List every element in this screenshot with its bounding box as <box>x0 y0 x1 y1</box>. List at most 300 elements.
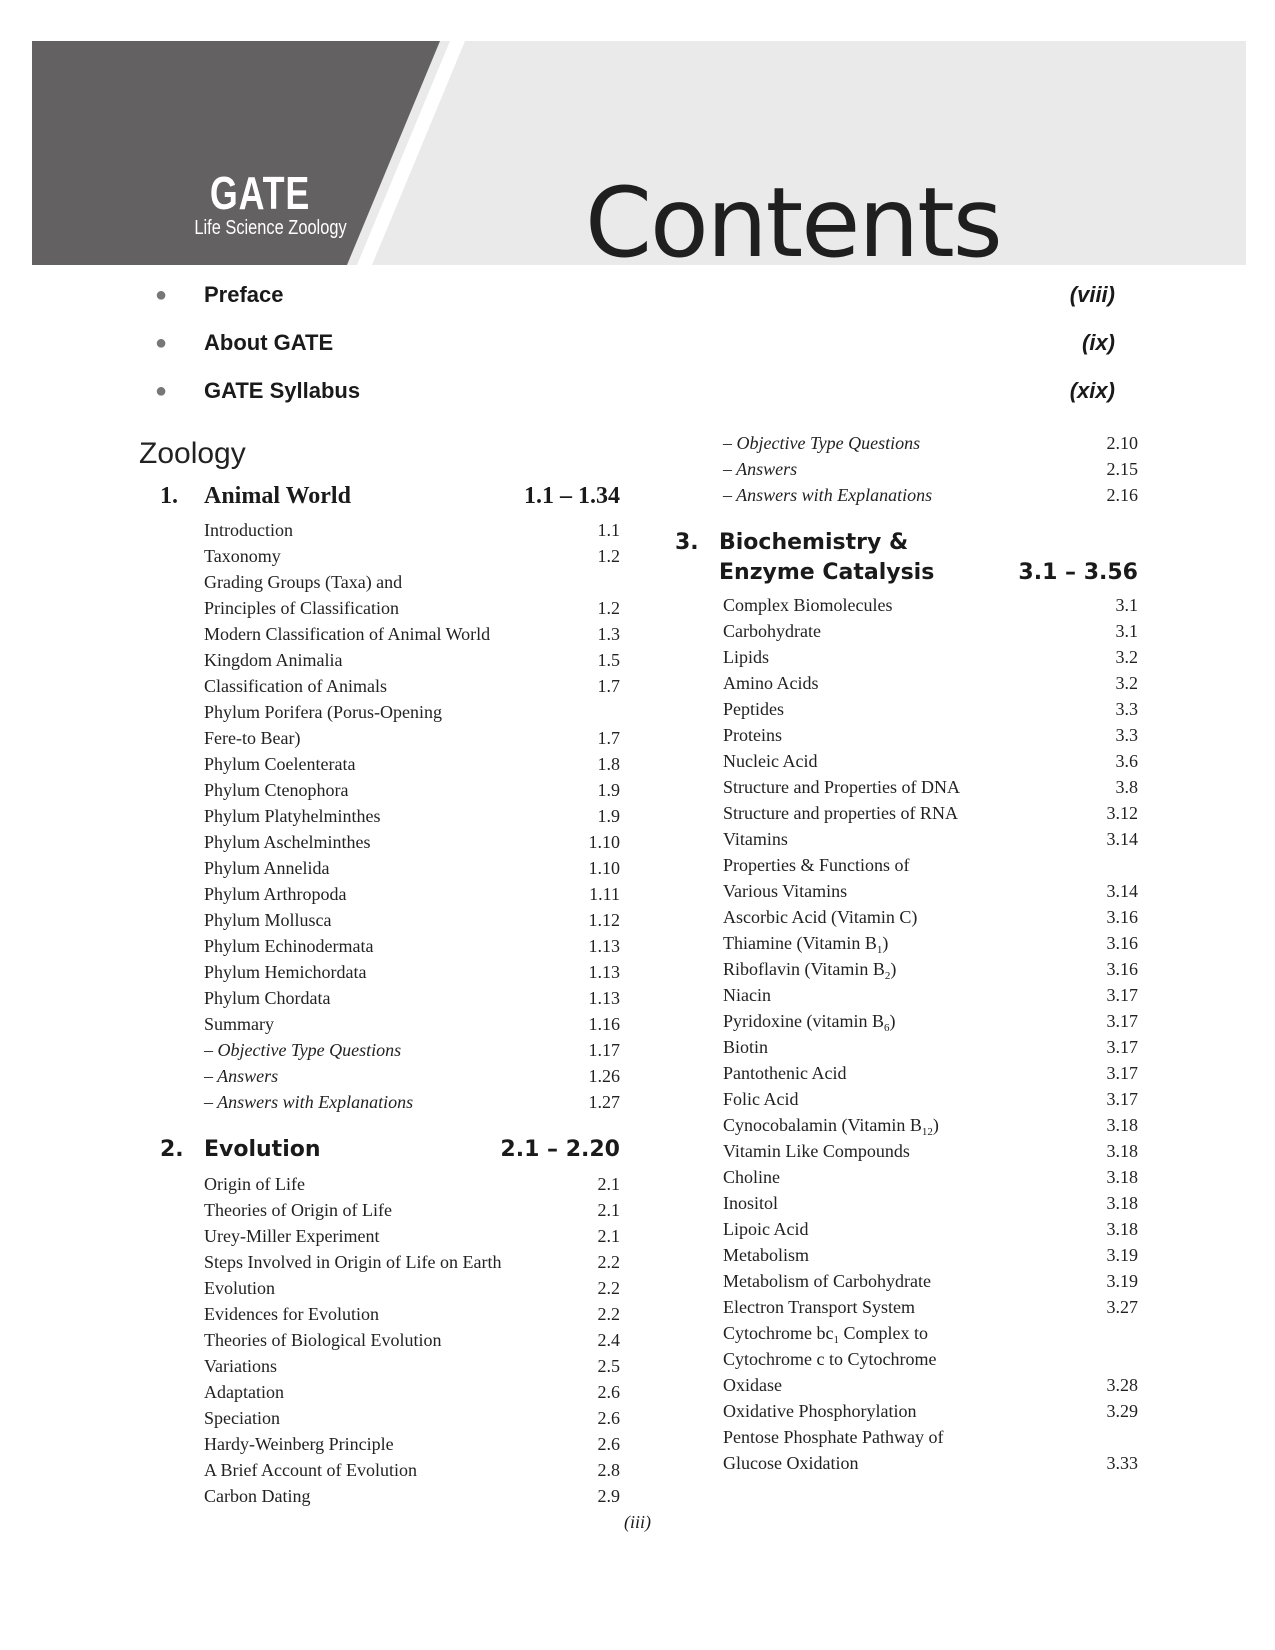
entry-title-text: Hardy-Weinberg Principle <box>204 1434 394 1454</box>
toc-entry[interactable] <box>160 517 620 543</box>
toc-entry[interactable] <box>675 982 1138 1008</box>
entry-page: 3.18 <box>1106 1193 1138 1213</box>
entry-title-text: Theories of Biological Evolution <box>204 1330 442 1350</box>
entry-title-text: Metabolism of Carbohydrate <box>723 1271 931 1291</box>
entry-title <box>204 881 347 907</box>
toc-entry[interactable] <box>160 933 620 959</box>
toc-entry[interactable] <box>160 1223 620 1249</box>
entry-page: 1.10 <box>588 858 620 878</box>
entry-title-text: Pentose Phosphate Pathway of <box>723 1427 944 1447</box>
entry-title-text: Glucose Oxidation <box>723 1453 859 1473</box>
entry-title <box>204 569 402 595</box>
toc-entry[interactable] <box>160 1483 620 1509</box>
toc-entry[interactable] <box>160 1405 620 1431</box>
entry-title <box>204 517 293 543</box>
toc-entry[interactable] <box>160 569 620 595</box>
entry-page: 1.9 <box>597 806 620 826</box>
entry-page: 2.4 <box>597 1330 620 1350</box>
toc-entry[interactable] <box>675 1450 1138 1476</box>
entry-page: 2.2 <box>597 1252 620 1272</box>
entry-page: 2.16 <box>1106 485 1138 505</box>
entry-title-text: Adaptation <box>204 1382 284 1402</box>
toc-entry[interactable] <box>675 670 1138 696</box>
entry-title-text: Principles of Classification <box>204 598 399 618</box>
entry-title-text: Structure and properties of RNA <box>723 803 958 823</box>
entry-title-text: Various Vitamins <box>723 881 848 901</box>
front-matter-page: (ix) <box>1082 330 1115 355</box>
toc-entry[interactable] <box>160 777 620 803</box>
toc-entry[interactable] <box>675 644 1138 670</box>
toc-entry[interactable] <box>675 748 1138 774</box>
toc-entry[interactable] <box>675 852 1138 878</box>
entry-title-text: Phylum Annelida <box>204 858 330 878</box>
entry-title <box>723 1138 910 1164</box>
toc-entry[interactable] <box>675 1216 1138 1242</box>
entry-title-text: Cynocobalamin (Vitamin B <box>723 1115 922 1135</box>
entry-title <box>723 592 892 618</box>
entry-title <box>204 725 300 751</box>
toc-entry[interactable] <box>675 1060 1138 1086</box>
toc-entry[interactable] <box>160 543 620 569</box>
toc-entry[interactable] <box>675 1320 1138 1346</box>
entry-page: 3.1 <box>1115 621 1138 641</box>
entry-title <box>204 1327 441 1353</box>
entry-title-text: – Answers <box>204 1066 279 1086</box>
entry-page: 3.17 <box>1106 1089 1138 1109</box>
entry-page: 1.26 <box>588 1066 620 1086</box>
entry-page: 1.2 <box>597 598 620 618</box>
entry-title-text: Vitamins <box>723 829 788 849</box>
page-folio: (iii) <box>624 1512 651 1532</box>
chapter-heading[interactable] <box>675 530 1138 592</box>
toc-entry[interactable] <box>160 829 620 855</box>
entry-title-text: Ascorbic Acid (Vitamin C) <box>723 907 918 927</box>
entry-title-tail: ) <box>889 1011 896 1031</box>
toc-entry[interactable] <box>675 1086 1138 1112</box>
entry-title <box>723 1398 916 1424</box>
toc-entry[interactable] <box>160 1249 620 1275</box>
bullet-icon: ● <box>155 380 168 402</box>
entry-title <box>723 1190 778 1216</box>
entry-title-text: Cytochrome bc <box>723 1323 834 1343</box>
toc-entry[interactable] <box>160 803 620 829</box>
entry-subscript: 1 <box>876 944 883 956</box>
entry-title-text: Inositol <box>723 1193 779 1213</box>
toc-entry[interactable] <box>160 595 620 621</box>
entry-page: 1.27 <box>588 1092 620 1112</box>
toc-entry[interactable] <box>160 1301 620 1327</box>
entry-page: 3.33 <box>1106 1453 1138 1473</box>
toc-entry[interactable] <box>675 1112 1138 1138</box>
toc-entry[interactable] <box>675 482 1138 508</box>
entry-title <box>723 878 847 904</box>
entry-page: 1.5 <box>597 650 620 670</box>
toc-entry[interactable] <box>160 1089 620 1115</box>
toc-entry[interactable] <box>675 1164 1138 1190</box>
entry-page: 3.17 <box>1106 1011 1138 1031</box>
entry-title <box>723 800 958 826</box>
entry-page: 1.1 <box>597 520 620 540</box>
entry-title <box>723 1242 809 1268</box>
toc-entry[interactable] <box>675 878 1138 904</box>
chapter-heading[interactable] <box>160 483 620 517</box>
chapter-title: Evolution <box>204 1137 321 1162</box>
chapter-range: 3.1 – 3.56 <box>1018 560 1138 585</box>
entry-title-text: Oxidase <box>723 1375 782 1395</box>
entry-title-text: Structure and Properties of DNA <box>723 777 960 797</box>
entry-title-text: Phylum Chordata <box>204 988 331 1008</box>
entry-title-text: Variations <box>204 1356 277 1376</box>
entry-title <box>723 748 817 774</box>
entry-page: 3.16 <box>1106 933 1138 953</box>
entry-title <box>204 985 331 1011</box>
entry-title-text: Urey-Miller Experiment <box>204 1226 380 1246</box>
front-matter-page: (xix) <box>1069 378 1115 403</box>
entry-title-text: Carbon Dating <box>204 1486 311 1506</box>
toc-entry[interactable] <box>160 1171 620 1197</box>
entry-title <box>723 1424 943 1450</box>
toc-entry[interactable] <box>160 647 620 673</box>
bullet-icon: ● <box>155 332 168 354</box>
toc-entry[interactable] <box>675 826 1138 852</box>
entry-page: 3.19 <box>1106 1271 1138 1291</box>
toc-column-right <box>675 430 1138 1476</box>
entry-title <box>723 852 910 878</box>
entry-title-text: Phylum Coelenterata <box>204 754 356 774</box>
entry-title-text: Grading Groups (Taxa) and <box>204 572 403 592</box>
entry-title <box>204 1405 280 1431</box>
entry-title-text: Modern Classification of Animal World <box>204 624 491 644</box>
entry-title-tail: ) <box>882 933 889 953</box>
entry-title-tail: ) <box>932 1115 939 1135</box>
entry-title-text: Phylum Ctenophora <box>204 780 349 800</box>
entry-title <box>723 1294 915 1320</box>
toc-entry[interactable] <box>675 1294 1138 1320</box>
entry-page: 3.8 <box>1115 777 1138 797</box>
toc-entry[interactable] <box>675 1268 1138 1294</box>
entry-title <box>723 456 797 482</box>
entry-page: 1.7 <box>597 676 620 696</box>
entry-title-text: Evidences for Evolution <box>204 1304 379 1324</box>
entry-title-text: Phylum Aschelminthes <box>204 832 371 852</box>
entry-page: 3.12 <box>1106 803 1138 823</box>
entry-page: 1.17 <box>588 1040 620 1060</box>
entry-title <box>204 907 332 933</box>
entry-title-text: Classification of Animals <box>204 676 387 696</box>
toc-entry[interactable] <box>675 722 1138 748</box>
entry-title <box>204 1249 501 1275</box>
chapter-heading[interactable] <box>160 1137 620 1171</box>
entry-title <box>723 644 769 670</box>
toc-entry[interactable] <box>675 930 1138 956</box>
toc-entry[interactable] <box>675 1190 1138 1216</box>
toc-entry[interactable] <box>675 1034 1138 1060</box>
entry-title <box>204 1063 278 1089</box>
entry-title <box>723 1086 799 1112</box>
bullet-icon: ● <box>155 284 168 306</box>
entry-subscript: 1 <box>833 1334 839 1346</box>
entry-title-text: – Objective Type Questions <box>204 1040 402 1060</box>
front-matter-title: GATE Syllabus <box>204 378 361 403</box>
entry-page: 3.29 <box>1106 1401 1138 1421</box>
entry-title-text: Evolution <box>204 1278 275 1298</box>
entry-title <box>204 959 366 985</box>
entry-page: 3.18 <box>1106 1141 1138 1161</box>
entry-page: 1.16 <box>588 1014 620 1034</box>
toc-entry[interactable] <box>160 1197 620 1223</box>
front-matter-item[interactable] <box>155 275 1115 323</box>
toc-entry[interactable] <box>675 1372 1138 1398</box>
entry-title <box>204 829 371 855</box>
entry-page: 2.1 <box>597 1174 620 1194</box>
entry-subscript: 2 <box>884 970 891 982</box>
toc-entry[interactable] <box>160 1063 620 1089</box>
toc-entry[interactable] <box>160 621 620 647</box>
entry-title-text: Speciation <box>204 1408 280 1428</box>
entry-title-text: Taxonomy <box>204 546 281 566</box>
entry-subscript: 12 <box>921 1126 933 1138</box>
toc-entry[interactable] <box>160 1457 620 1483</box>
entry-title-text: Phylum Hemichordata <box>204 962 367 982</box>
toc-entry[interactable] <box>160 1037 620 1063</box>
entry-title <box>204 1353 277 1379</box>
entry-title <box>204 595 399 621</box>
entry-title <box>723 1450 858 1476</box>
toc-entry[interactable] <box>160 855 620 881</box>
entry-title-text: Complex Biomolecules <box>723 595 893 615</box>
entry-page: 2.9 <box>597 1486 620 1506</box>
entry-page: 3.3 <box>1115 725 1138 745</box>
toc-entry[interactable] <box>675 1008 1138 1034</box>
brand-title: GATE <box>209 167 311 219</box>
entry-title <box>204 621 490 647</box>
toc-entry[interactable] <box>675 956 1138 982</box>
entry-title <box>723 1034 768 1060</box>
toc-entry[interactable] <box>160 881 620 907</box>
entry-title-text: Peptides <box>723 699 784 719</box>
toc-entry[interactable] <box>160 1275 620 1301</box>
chapter-number: 1. <box>160 483 178 509</box>
toc-entry[interactable] <box>160 751 620 777</box>
entry-title-text: – Answers with Explanations <box>204 1092 414 1112</box>
entry-title <box>723 482 932 508</box>
entry-title <box>204 1037 401 1063</box>
entry-title-text: Lipoic Acid <box>723 1219 809 1239</box>
entry-page: 3.18 <box>1106 1115 1138 1135</box>
brand-subtitle: Life Science Zoology <box>194 217 347 239</box>
entry-page: 3.14 <box>1106 829 1138 849</box>
entry-title <box>204 855 330 881</box>
entry-title-tail: Complex to <box>838 1323 928 1343</box>
toc-entry[interactable] <box>160 1327 620 1353</box>
toc-entry[interactable] <box>160 725 620 751</box>
toc-column-left <box>160 483 620 1509</box>
toc-entry[interactable] <box>675 696 1138 722</box>
entry-title-text: Niacin <box>723 985 771 1005</box>
entry-title <box>204 751 355 777</box>
entry-title-text: Theories of Origin of Life <box>204 1200 392 1220</box>
entry-title-text: Introduction <box>204 520 293 540</box>
entry-title <box>204 1457 417 1483</box>
toc-entry[interactable] <box>675 1424 1138 1450</box>
entry-title <box>723 774 960 800</box>
entry-page: 3.28 <box>1106 1375 1138 1395</box>
toc-entry[interactable] <box>160 699 620 725</box>
entry-title <box>723 430 920 456</box>
toc-entry[interactable] <box>160 1431 620 1457</box>
chapter-number: 2. <box>160 1137 184 1162</box>
entry-page: 1.8 <box>597 754 620 774</box>
toc-entry[interactable] <box>160 907 620 933</box>
toc-entry[interactable] <box>675 592 1138 618</box>
entry-title-text: Proteins <box>723 725 783 745</box>
entry-title <box>723 696 784 722</box>
chapter-range: 2.1 – 2.20 <box>500 1137 620 1162</box>
entry-page: 2.2 <box>597 1278 620 1298</box>
entry-title <box>723 1346 936 1372</box>
toc-entry[interactable] <box>160 985 620 1011</box>
entry-title-text: Pantothenic Acid <box>723 1063 847 1083</box>
entry-page: 3.19 <box>1106 1245 1138 1265</box>
front-matter-item[interactable] <box>155 323 1115 371</box>
entry-title <box>723 1372 782 1398</box>
entry-page: 2.10 <box>1106 433 1138 453</box>
entry-title-text: Kingdom Animalia <box>204 650 343 670</box>
entry-title-text: Amino Acids <box>723 673 819 693</box>
entry-title <box>204 1379 284 1405</box>
toc-entry[interactable] <box>675 430 1138 456</box>
entry-page: 3.2 <box>1115 673 1138 693</box>
entry-page: 3.17 <box>1106 985 1138 1005</box>
toc-entry[interactable] <box>675 1346 1138 1372</box>
page-title: Contents <box>585 167 1001 279</box>
entry-title <box>723 1060 846 1086</box>
entry-title-text: Nucleic Acid <box>723 751 818 771</box>
entry-title-text: Summary <box>204 1014 274 1034</box>
entry-title <box>723 722 782 748</box>
toc-entry[interactable] <box>675 1138 1138 1164</box>
front-matter-item[interactable] <box>155 371 1115 419</box>
entry-page: 3.16 <box>1106 907 1138 927</box>
entry-page: 1.11 <box>589 884 620 904</box>
toc-entry[interactable] <box>675 1398 1138 1424</box>
chapter-number: 3. <box>675 530 699 555</box>
entry-title-text: Biotin <box>723 1037 769 1057</box>
chapter-title-line2: Enzyme Catalysis <box>719 560 935 585</box>
toc-entry[interactable] <box>160 1353 620 1379</box>
entry-page: 2.6 <box>597 1382 620 1402</box>
entry-page: 3.14 <box>1106 881 1138 901</box>
entry-title <box>723 1216 808 1242</box>
entry-title-text: Folic Acid <box>723 1089 799 1109</box>
entry-title-text: Steps Involved in Origin of Life on Earth <box>204 1252 502 1272</box>
entry-title-text: Carbohydrate <box>723 621 821 641</box>
entry-title <box>723 982 771 1008</box>
entry-title <box>723 618 821 644</box>
toc-entry[interactable] <box>675 904 1138 930</box>
entry-title-text: Lipids <box>723 647 770 667</box>
entry-page: 3.18 <box>1106 1219 1138 1239</box>
entry-title-text: – Answers <box>723 459 798 479</box>
entry-title <box>723 670 819 696</box>
toc-entry[interactable] <box>675 456 1138 482</box>
chapter-range: 1.1 – 1.34 <box>524 483 620 509</box>
entry-subscript: 6 <box>884 1022 890 1034</box>
toc-entry[interactable] <box>675 1242 1138 1268</box>
entry-page: 1.13 <box>588 936 620 956</box>
front-matter-title: Preface <box>204 282 284 307</box>
entry-page: 2.5 <box>597 1356 620 1376</box>
entry-page: 1.3 <box>597 624 620 644</box>
section-heading: Zoology <box>139 437 246 470</box>
entry-page: 2.8 <box>597 1460 620 1480</box>
entry-title-text: Phylum Arthropoda <box>204 884 347 904</box>
spacer <box>160 1115 620 1137</box>
entry-title <box>204 1483 310 1509</box>
entry-page: 1.7 <box>597 728 620 748</box>
entry-title-text: Fere-to Bear) <box>204 728 301 748</box>
entry-title <box>204 1275 275 1301</box>
entry-title-text: Cytochrome c to Cytochrome <box>723 1349 937 1369</box>
spacer <box>675 508 1138 530</box>
entry-page: 3.17 <box>1106 1063 1138 1083</box>
entry-title <box>204 1089 413 1115</box>
entry-title <box>723 826 788 852</box>
entry-title <box>204 699 442 725</box>
entry-title-text: Phylum Platyhelminthes <box>204 806 381 826</box>
chapter-title: Animal World <box>204 483 351 509</box>
entry-title <box>204 647 343 673</box>
entry-title-text: Phylum Porifera (Porus-Opening <box>204 702 442 722</box>
entry-title-text: Metabolism <box>723 1245 809 1265</box>
entry-title <box>204 1171 305 1197</box>
entry-page: 2.1 <box>597 1226 620 1246</box>
entry-title-text: Origin of Life <box>204 1174 305 1194</box>
entry-page: 3.16 <box>1106 959 1138 979</box>
toc-entry[interactable] <box>160 673 620 699</box>
entry-page: 3.6 <box>1115 751 1138 771</box>
entry-title-text: – Objective Type Questions <box>723 433 921 453</box>
brand-logo <box>180 167 347 240</box>
entry-page: 1.2 <box>597 546 620 566</box>
toc-entry[interactable] <box>675 774 1138 800</box>
front-matter-title: About GATE <box>204 330 334 355</box>
entry-page: 3.2 <box>1115 647 1138 667</box>
entry-page: 2.2 <box>597 1304 620 1324</box>
entry-page: 1.13 <box>588 962 620 982</box>
entry-title <box>204 1223 379 1249</box>
entry-page: 2.15 <box>1106 459 1138 479</box>
front-matter-page: (viii) <box>1069 282 1115 307</box>
entry-title <box>204 1301 379 1327</box>
entry-page: 2.6 <box>597 1434 620 1454</box>
entry-title <box>204 1197 392 1223</box>
entry-page: 1.12 <box>588 910 620 930</box>
entry-title-text: Pyridoxine (vitamin B <box>723 1011 884 1031</box>
toc-entry[interactable] <box>675 618 1138 644</box>
toc-entry[interactable] <box>675 800 1138 826</box>
entry-title-text: Thiamine (Vitamin B <box>723 933 877 953</box>
toc-entry[interactable] <box>160 959 620 985</box>
entry-title <box>204 1431 394 1457</box>
entry-page: 3.18 <box>1106 1167 1138 1187</box>
entry-page: 3.27 <box>1106 1297 1138 1317</box>
chapter-title-line1: Biochemistry & <box>719 530 909 555</box>
entry-page: 3.3 <box>1115 699 1138 719</box>
entry-page: 2.1 <box>597 1200 620 1220</box>
toc-entry[interactable] <box>160 1379 620 1405</box>
toc-entry[interactable] <box>160 1011 620 1037</box>
